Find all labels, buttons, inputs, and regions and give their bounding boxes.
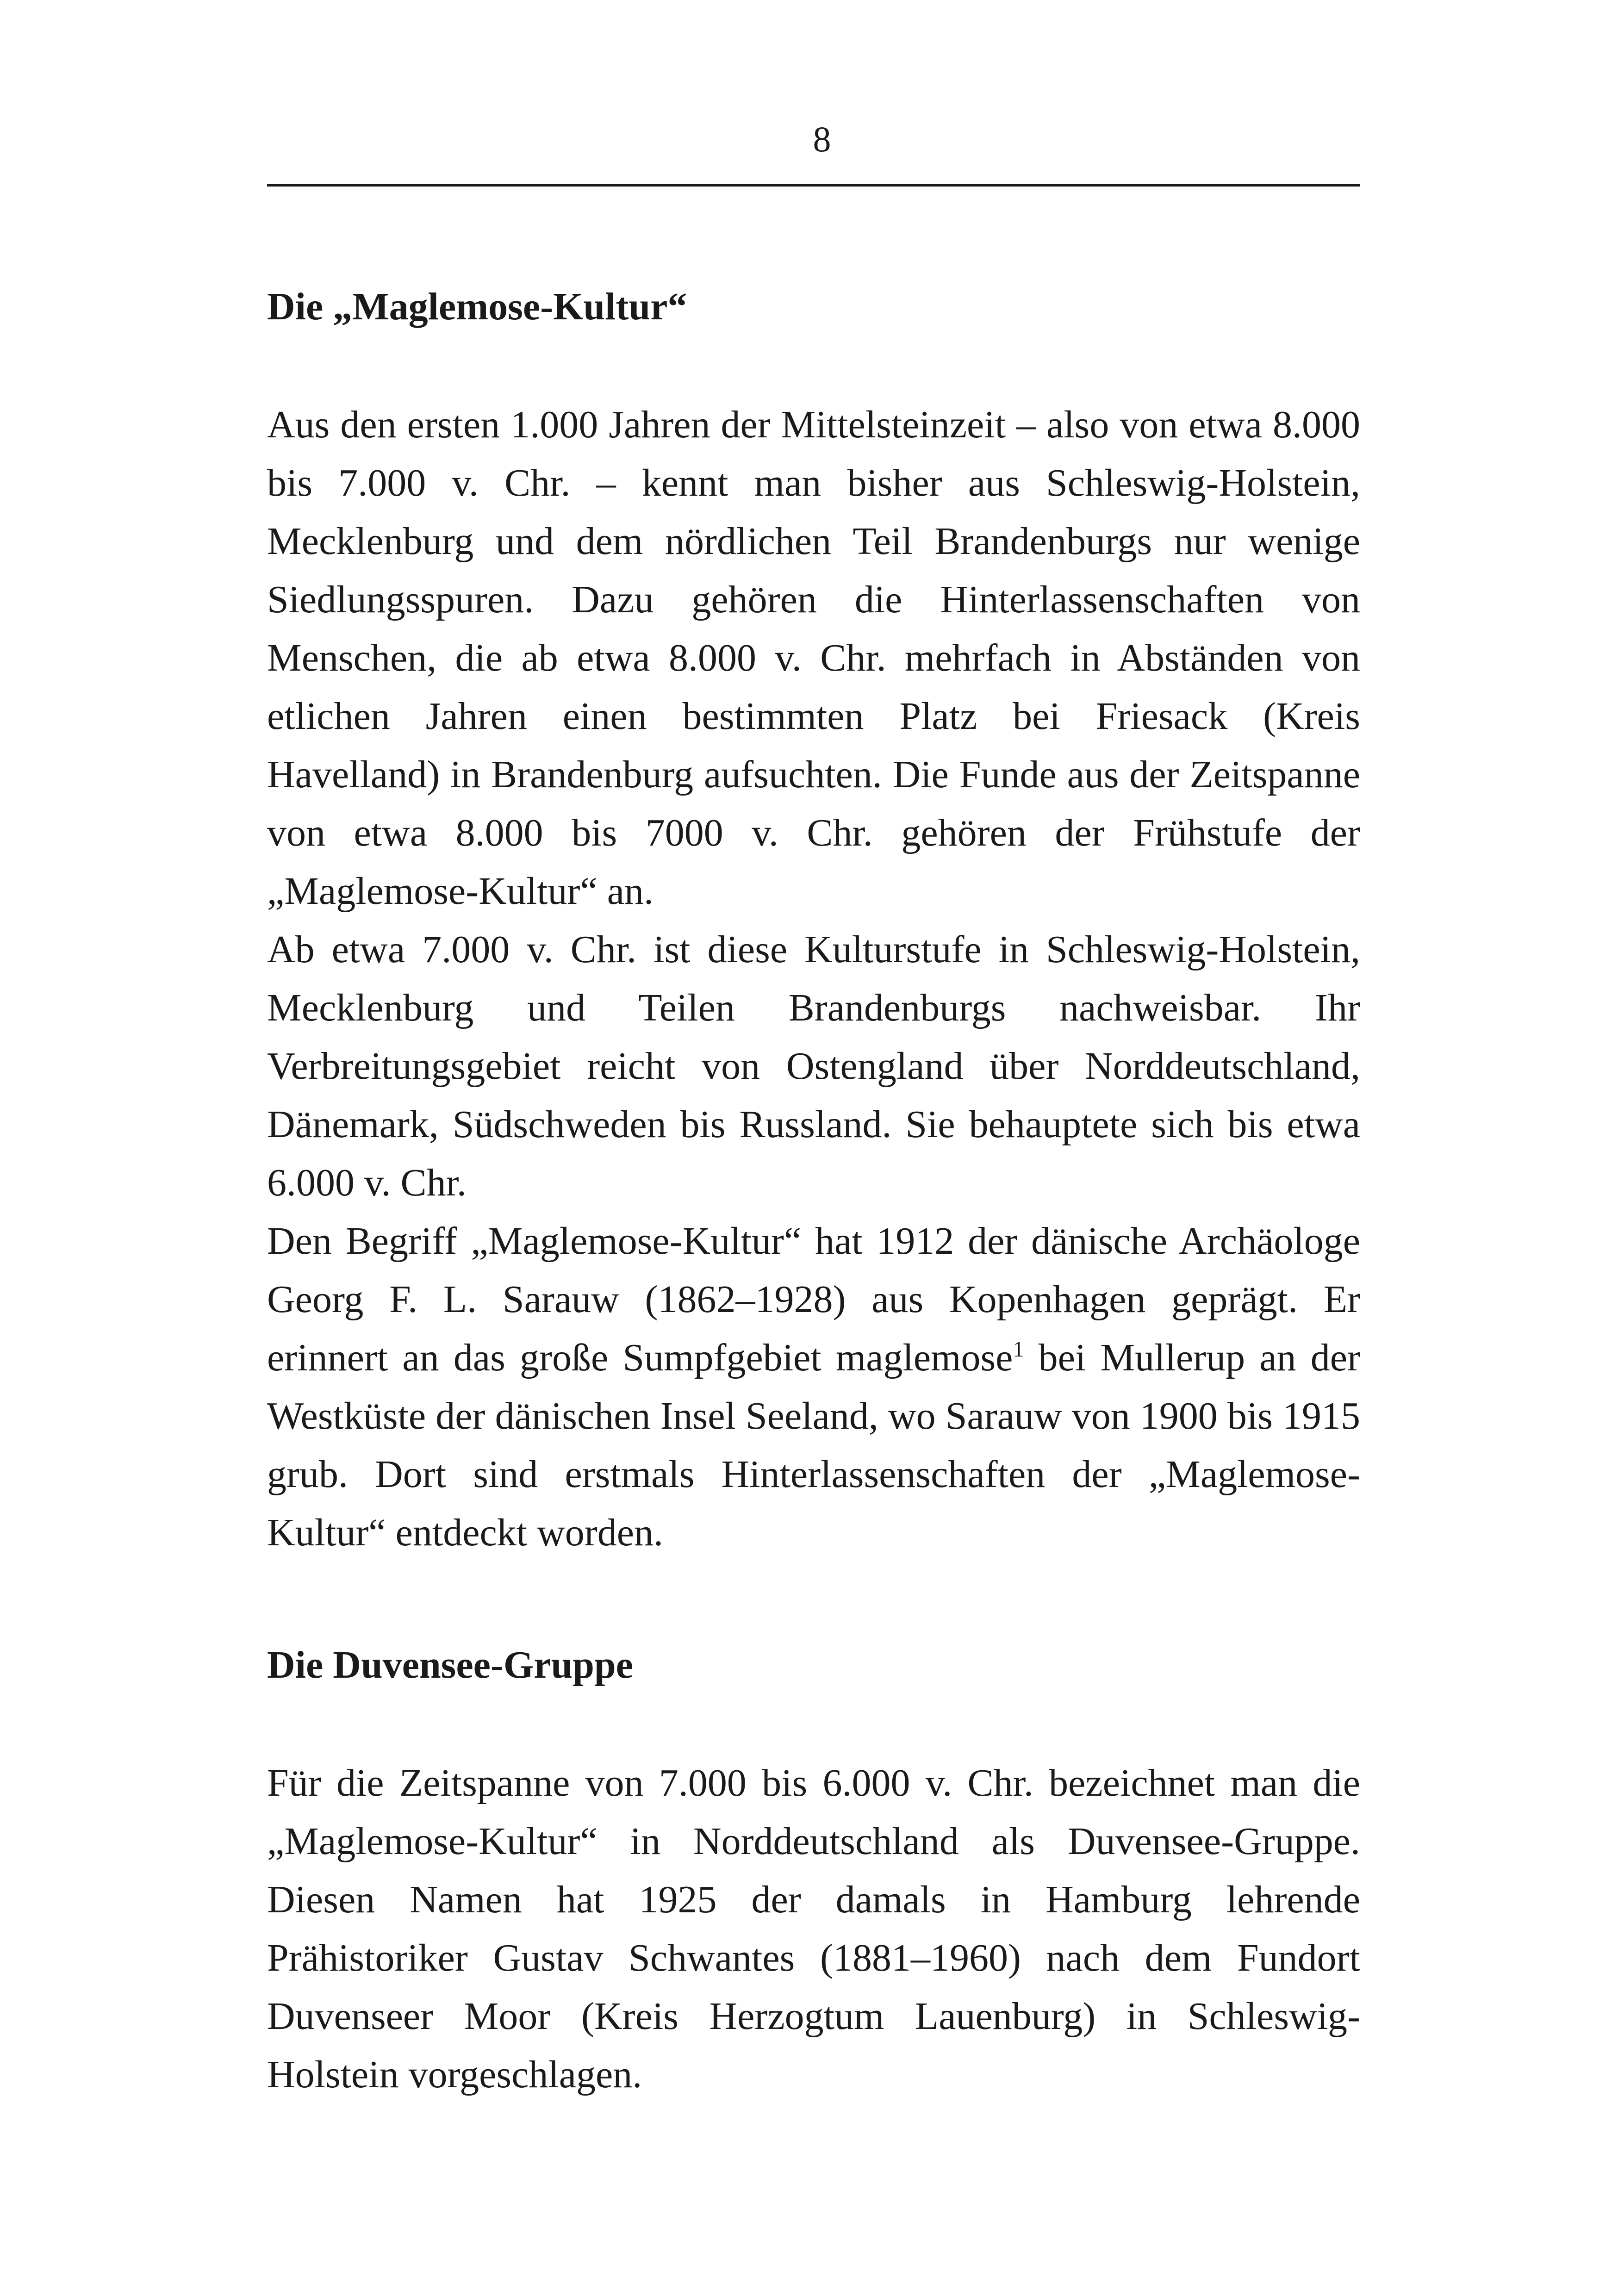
paragraph-text-before-footnote: Den Begriff „Maglemose-Kultur“ hat 1912 der dänische Archäologe Georg F. L. Sarauw (1862–1928) aus Kopenhagen geprägt. Er erinnert an das große Sumpfgebiet maglemose: [267, 1220, 1360, 1379]
section-heading-maglemose: Die „Maglemose-Kultur“: [267, 285, 687, 328]
section-heading-duvensee: Die Duvensee-Gruppe: [267, 1643, 633, 1686]
header-rule: [267, 184, 1360, 187]
page-body: [267, 278, 1360, 2104]
paragraph-maglemose-1: Aus den ersten 1.000 Jahren der Mittelsteinzeit – also von etwa 8.000 bis 7.000 v. Chr. – kennt man bisher aus Schleswig-Holstein, Mecklenburg und dem nördlichen Teil Brandenburgs nur wenige Siedlungsspuren. Dazu gehören die Hinterlassenschaften von Menschen, die ab etwa 8.000 v. Chr. mehrfach in Abständen von etlichen Jahren einen bestimmten Platz bei Friesack (Kreis Havelland) in Brandenburg aufsuchten. Die Funde aus der Zeitspanne von etwa 8.000 bis 7000 v. Chr. gehören der Frühstufe der „Maglemose-Kultur“ an.: [267, 403, 1360, 913]
footnote-marker: 1: [1013, 1337, 1024, 1362]
paragraph-text-after-footnote: bei Mullerup an der Westküste der dänischen Insel Seeland, wo Sarauw von 1900 bis 1915 grub. Dort sind erstmals Hinterlassenschaften der „Maglemose-Kultur“ entdeckt worden.: [267, 1336, 1360, 1554]
page-number: 8: [813, 119, 831, 159]
paragraph-maglemose-2: Ab etwa 7.000 v. Chr. ist diese Kulturstufe in Schleswig-Holstein, Mecklenburg und Teilen Brandenburgs nachweisbar. Ihr Verbreitungsgebiet reicht von Ostengland über Norddeutschland, Dänemark, Südschweden bis Russland. Sie behauptete sich bis etwa 6.000 v. Chr.: [267, 928, 1360, 1204]
paragraph-maglemose-3: [267, 1212, 1360, 1562]
paragraph-duvensee-1: Für die Zeitspanne von 7.000 bis 6.000 v. Chr. bezeichnet man die „Maglemose-Kultur“ in Norddeutschland als Duvensee-Gruppe. Diesen Namen hat 1925 der damals in Hamburg lehrende Prähistoriker Gustav Schwantes (1881–1960) nach dem Fundort Duvenseer Moor (Kreis Herzogtum Lauenburg) in Schleswig-Holstein vorgeschlagen.: [267, 1761, 1360, 2096]
